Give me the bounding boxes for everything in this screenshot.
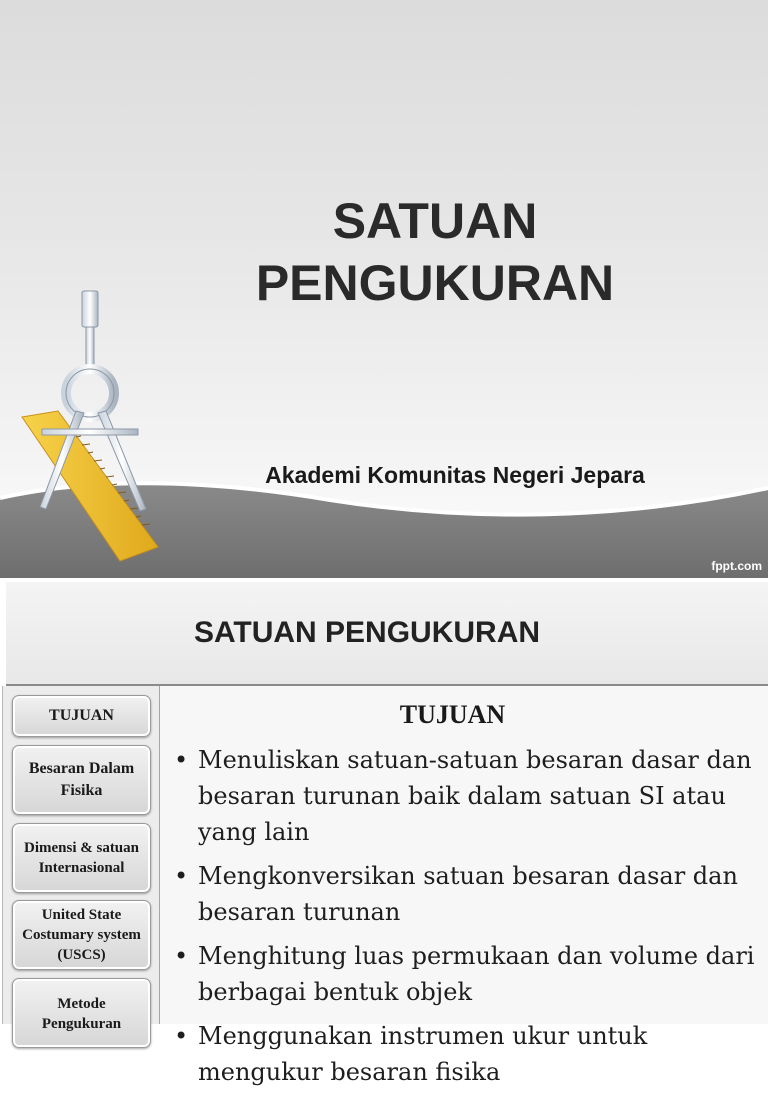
content-title: TUJUAN [399, 700, 506, 729]
nav-button-uscs[interactable]: United State Costumary system (USCS) [12, 900, 151, 970]
slide-header [6, 582, 768, 686]
nav-button-metode[interactable]: Metode Pengukuran [12, 978, 151, 1048]
slide-header-title: SATUAN PENGUKURAN [193, 616, 541, 649]
sidebar-nav [2, 686, 161, 1032]
nav-button-besaran[interactable]: Besaran Dalam Fisika [12, 745, 151, 815]
nav-button-dimensi[interactable]: Dimensi & satuan Internasional [12, 823, 151, 893]
slide-title-line1: SATUAN [332, 193, 538, 249]
watermark: fppt.com [711, 559, 762, 573]
slide-title-line2: PENGUKURAN [255, 255, 615, 311]
content-panel [160, 686, 768, 1086]
compass-and-ruler-icon [18, 285, 168, 565]
nav-button-tujuan[interactable]: TUJUAN [12, 695, 151, 737]
bullet-list [170, 742, 760, 1098]
content-slide [0, 578, 768, 1086]
bullet-item: • Mengkonversikan satuan besaran dasar dan besaran turunan [170, 858, 760, 930]
bullet-item: • Menggunakan instrumen ukur untuk mengukur besaran fisika [170, 1018, 760, 1090]
bullet-item: • Menghitung luas permukaan dan volume dari berbagai bentuk objek [170, 938, 760, 1010]
bullet-item: • Menuliskan satuan-satuan besaran dasar dan besaran turunan baik dalam satuan SI atau yang lain [170, 742, 760, 850]
slide-subtitle: Akademi Komunitas Negeri Jepara [265, 462, 645, 488]
